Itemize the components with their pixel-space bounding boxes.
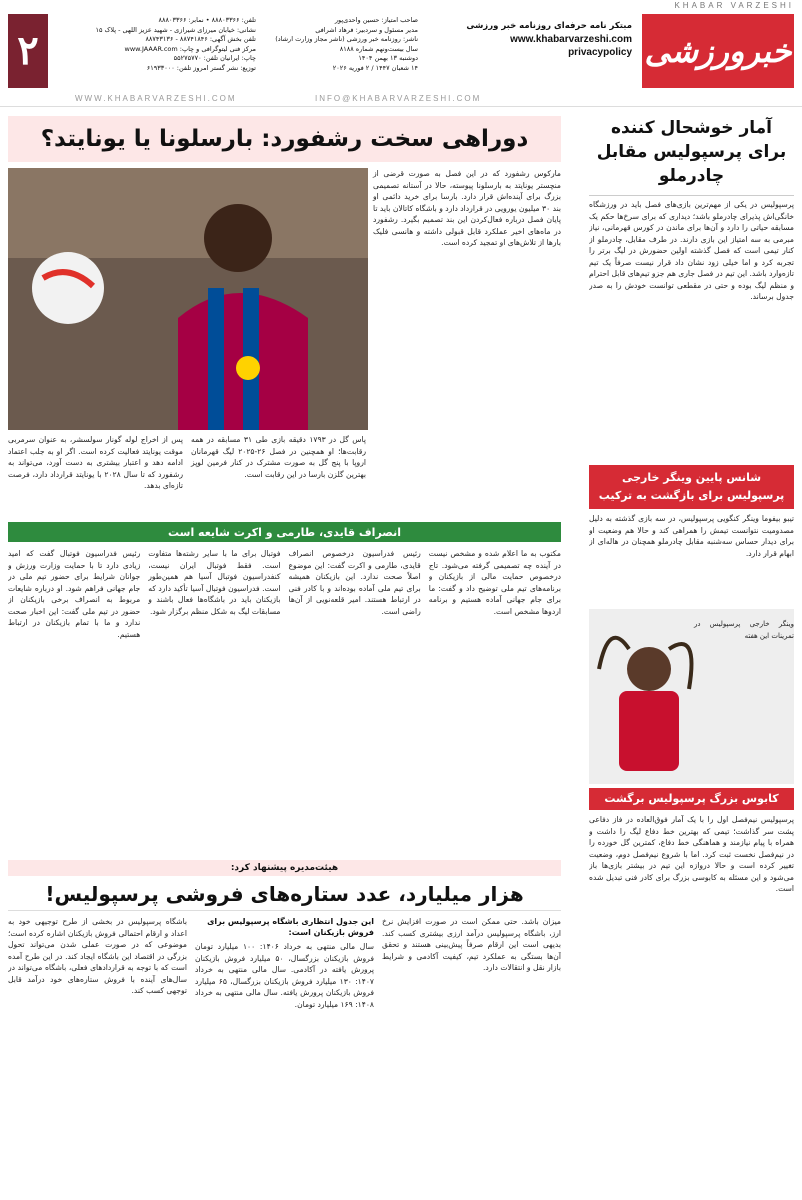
article-rashford	[8, 112, 561, 522]
article-persepolis-sales	[8, 858, 561, 1200]
contact-line: توزیع: نشر گستر امروز تلفن: ۶۱۹۳۳۰۰۰	[146, 63, 256, 72]
right-body-3: پرسپولیس نیم‌فصل اول را با یک آمار فوق‌العاده در فاز دفاعی پشت سر گذاشت؛ تیمی که بهترین خط دفاع لیگ را داشت و همراه با پیام نیازمند و هماهنگی خط دفاع، کمترین گل خورده را در نیم‌فصل نخست ثبت کرد. اما با شروع نیم‌فصل دوم، وضعیت تغییر کرده است و حالا دروازه این تیم در بیشتر بازی‌ها باز می‌شود و این مسئله به کابوسی بزرگ برای کادر فنی تبدیل شده است.	[589, 815, 794, 893]
right-headline-2: شانس پایین وینگر خارجی پرسپولیس برای بازگشت به ترکیب	[589, 465, 794, 509]
sales-subhead: این جدول انتظاری باشگاه پرسپولیس برای فروش بازیکنان است:	[207, 917, 374, 937]
rashford-bottom-cols	[8, 434, 366, 518]
divider	[589, 195, 794, 196]
player-photo-block	[589, 609, 794, 784]
sales-headline: هزار میلیارد، عدد ستاره‌های فروشی پرسپولیس!	[8, 878, 561, 911]
right-body-1: پرسپولیس در یکی از مهم‌ترین بازی‌های فصل باید در ورزشگاه خانگی‌اش پذیرای چادرملو باشد؛ دیداری که برای سرخ‌ها حکم یک مسابقه حیاتی را دارد و آن‌ها برای ماندن در کورس قهرمانی، نیاز مبرمی به سه امتیاز این بازی دارند. در طرف مقابل، چادرملو از کنار تیمی است که فصل گذشته اولین حضورش در لیگ برتر را تجربه کرد و اما خیلی زود نشان داد قرار نیست صرفاً یک تیم تازه‌وارد باشد. این تیم در فصل جاری هم جزو تیم‌های قابل احترام و منظم لیگ بوده و حتی در مقطعی توانست خودش را به صدر جدول برساند.	[589, 200, 794, 301]
info-line: مدیر مسئول و سردبیر: فرهاد اشرافی	[315, 25, 418, 34]
sales-cols	[8, 916, 561, 1196]
sales-col-3: میزان باشد. حتی ممکن است در صورت افزایش نرخ ارز، باشگاه پرسپولیس درآمد ارزی بیشتری کسب کند. بدیهی است این ارقام صرفاً پیش‌بینی هستند و تحقق آن‌ها بستگی به عملکرد تیم، کیفیت آکادمی و شرایط بازار نقل و انتقالات دارد.	[382, 917, 561, 972]
info-line: دوشنبه ۱۳ بهمن ۱۴۰۴	[358, 54, 418, 62]
right-column	[589, 112, 794, 1192]
info-line: سال بیست‌ونهم شماره ۸۱۸۸	[339, 44, 418, 53]
contact-line: تلفن: ۸۸۸۰۳۳۶۶ • نمابر: ۸۸۸۰۳۳۶۶	[158, 16, 256, 24]
contact-line: مرکز فنی لیتوگرافی و چاپ: www.JAAAR.com	[124, 44, 256, 53]
masthead	[8, 14, 794, 88]
rashford-photo	[8, 168, 368, 430]
publisher-info	[258, 16, 418, 73]
website-link[interactable]: www.khabarvarzeshi.com	[510, 34, 632, 45]
contact-line: تلفن بخش آگهی: ۸۸۷۴۱۸۴۶ - ۸۸۷۴۳۱۳۶	[145, 35, 256, 43]
federation-col-3: رئیس فدراسیون درخصوص انصراف قایدی، طارمی و اکرت گفت: این موضوع اصلاً صحت ندارد. این بازیکنان همیشه برای تیم ملی آماده بوده‌اند و با کادر فنی در ارتباط هستند. امیر قلعه‌نویی از آن‌ها راضی است.	[288, 549, 421, 616]
url-strip	[0, 94, 802, 107]
issue-number: ۲	[8, 14, 48, 88]
federation-col-1: رئیس فدراسیون فوتبال گفت که امید زیادی دارد تا با حمایت وزارت ورزش و جوانان شرایط برای حضور تیم ملی در جام جهانی فراهم شود. او درباره شایعات مربوط به انصراف برخی بازیکنان از حضور در تیم ملی گفت: این اخبار صحت ندارد و ما با تمام بازیکنان در ارتباط هستیم.	[8, 549, 141, 639]
footer-email[interactable]: INFO@KHABARVARZESHI.COM	[315, 94, 482, 103]
right-headline-3: کابوس بزرگ پرسپولیس برگشت	[589, 788, 794, 810]
right-headline-1: آمار خوشحال کننده برای پرسپولیس مقابل چادرملو	[596, 118, 787, 186]
tagline: مبتکر نامه حرفه‌ای روزنامه خبر ورزشی	[466, 21, 632, 31]
top-strip	[0, 0, 802, 14]
right-body-2: تیبو بیفوما وینگر کنگویی پرسپولیس، در سه بازی گذشته به دلیل مصدومیت نتوانست تیمش را همراهی کند و حالا هم وضعیت او برای دیدار حساس سه‌شنبه مقابل چادرملو همچنان در هاله‌ای از ابهام قرار دارد.	[589, 514, 794, 558]
info-line: صاحب امتیاز: حسین واحدی‌پور	[334, 16, 418, 24]
sales-col-1: باشگاه پرسپولیس در بخشی از طرح توجیهی خود به اعداد و ارقام احتمالی فروش بازیکنان اشاره کرده است؛ موضوعی که در صورت عملی شدن می‌تواند تحول بزرگی در اقتصاد این باشگاه ایجاد کند. در این طرح آمده است که با توجه به قراردادهای فعلی، باشگاه می‌تواند در سال‌های آینده با فروش ستاره‌های خود درآمد قابل توجهی کسب کند.	[8, 917, 187, 995]
sales-col-2: سال مالی منتهی به خرداد ۱۴۰۶: ۱۰۰ میلیارد تومان فروش بازیکنان بزرگسال، ۵۰ میلیارد فروش بازیکنان پرورش یافته در آکادمی. سال مالی منتهی به خرداد ۱۴۰۷: ۱۳۰ میلیارد فروش بازیکنان بزرگسال، ۶۵ میلیارد فروش بازیکنان پرورش یافته. سال مالی منتهی به خرداد ۱۴۰۸: ۱۶۹ میلیارد تومان.	[195, 942, 374, 1009]
contact-line: نشانی: خیابان میرزای شیرازی - شهید عزیز اللهی - پلاک ۱۵	[95, 25, 256, 34]
top-brand-text: KHABAR VARZESHI	[674, 1, 794, 10]
sales-col-2-wrap	[195, 916, 374, 1196]
federation-cols	[8, 548, 561, 848]
rashford-col-left: پس از اخراج لوله گونار سولسشر، به عنوان سرمربی موقت یونایتد فعالیت کرده است. اگر او به جلب اعتماد ادامه دهد و اعتبار بیشتری به دست آورد، می‌تواند به رشفورد که تا سال ۲۰۲۸ با یونایتد قرارداد دارد، فرصت تازه‌ای بدهد.	[8, 435, 183, 490]
article-federation	[8, 522, 561, 855]
footer-website[interactable]: WWW.KHABARVARZESHI.COM	[75, 94, 237, 103]
info-line: ۱۴ شعبان ۱۴۴۷ / ۲ فوریه ۲۰۲۶	[332, 63, 418, 72]
contact-line: چاپ: ایرانیان تلفن: ۵۵۲۷۵۷۷۰	[173, 54, 256, 62]
sales-kicker: هیئت‌مدیره پیشنهاد کرد:	[8, 860, 561, 876]
rashford-col-right: مارکوس رشفورد که در این فصل به صورت قرضی از منچستر یونایتد به بارسلونا پیوسته، حالا در آستانه تصمیمی بزرگ برای آینده‌اش قرار دارد. بارسا برای خرید دائمی او بند ۳۰ میلیون یورویی در قرارداد دارد و باشگاه کاتالان باید تا پایان فصل درباره فعال‌کردن این بند تصمیم بگیرد. رشفورد در ماه‌های اخیر عملکرد قابل قبولی داشته و هانسی فلیک بارها از تلاش‌های او تمجید کرده است.	[373, 169, 561, 247]
photo-caption: وینگر خارجی پرسپولیس در تمرینات این هفته	[694, 620, 794, 640]
rashford-headline: دوراهی سخت رشفورد: بارسلونا یا یونایتد؟	[8, 116, 561, 162]
privacy-link[interactable]: privacypolicy	[568, 47, 632, 58]
info-line: ناشر: روزنامه خبر ورزشی (ناشر مجاز وزارت ارشاد)	[275, 35, 418, 43]
rashford-col-mid: پاس گل در ۱۷۹۳ دقیقه بازی طی ۳۱ مسابقه در همه رقابت‌ها؛ او همچنین در فصل ۲۶-۲۰۲۵ لیگ قهرمانان اروپا با پنج گل به صورت مشترک در کنار فرمین لوپز بهترین گلزن بارسا در این رقابت است.	[191, 435, 366, 479]
contact-info	[56, 16, 256, 73]
federation-col-4: مکتوب به ما اعلام شده و مشخص نیست در آینده چه تصمیمی گرفته می‌شود. تاج درخصوص حمایت مالی از بازیکنان و برنامه‌های تیم ملی توضیح داد و گفت: ما برای جام جهانی آماده هستیم و برنامه اردوها مشخص است.	[428, 549, 561, 616]
logo[interactable]: خبرورزشی	[642, 14, 794, 88]
federation-headline: انصراف قایدی، طارمی و اکرت شایعه است	[8, 522, 561, 542]
federation-col-2: فوتبال برای ما با سایر رشته‌ها متفاوت است. فقط فوتبال ایران نیست، کنفدراسیون فوتبال آسیا هم همین‌طور است. فدراسیون فوتبال آسیا تأکید دارد که بازیکنان باید در باشگاه‌ها فعال باشند و مسابقات لیگ به شکل منظم برگزار شود.	[148, 549, 281, 616]
masthead-tagline-block	[422, 20, 632, 59]
